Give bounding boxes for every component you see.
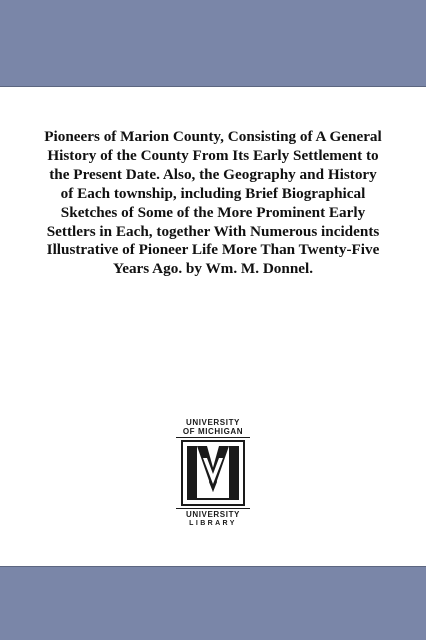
logo-library: LIBRARY [189,520,237,527]
logo-university-bottom: UNIVERSITY [176,508,250,519]
book-title: Pioneers of Marion County, Consisting of A General History of the County From Its Early Settlement to the Present Date. Also, the Geography and History of Each township, including Brief Biographical Sketches of Some of the More Prominent Early Settlers in Each, together With Numerous incidents Illustrative of Pioneer Life More Than Twenty-Five Years Ago. by Wm. M. Donnel. [44,128,382,278]
top-color-band [0,0,426,86]
logo-university-top: UNIVERSITY [185,418,240,427]
bottom-color-band [0,567,426,640]
university-of-michigan-seal-icon [181,440,245,506]
university-library-logo [176,418,250,568]
logo-of-michigan: OF MICHIGAN [176,427,250,438]
